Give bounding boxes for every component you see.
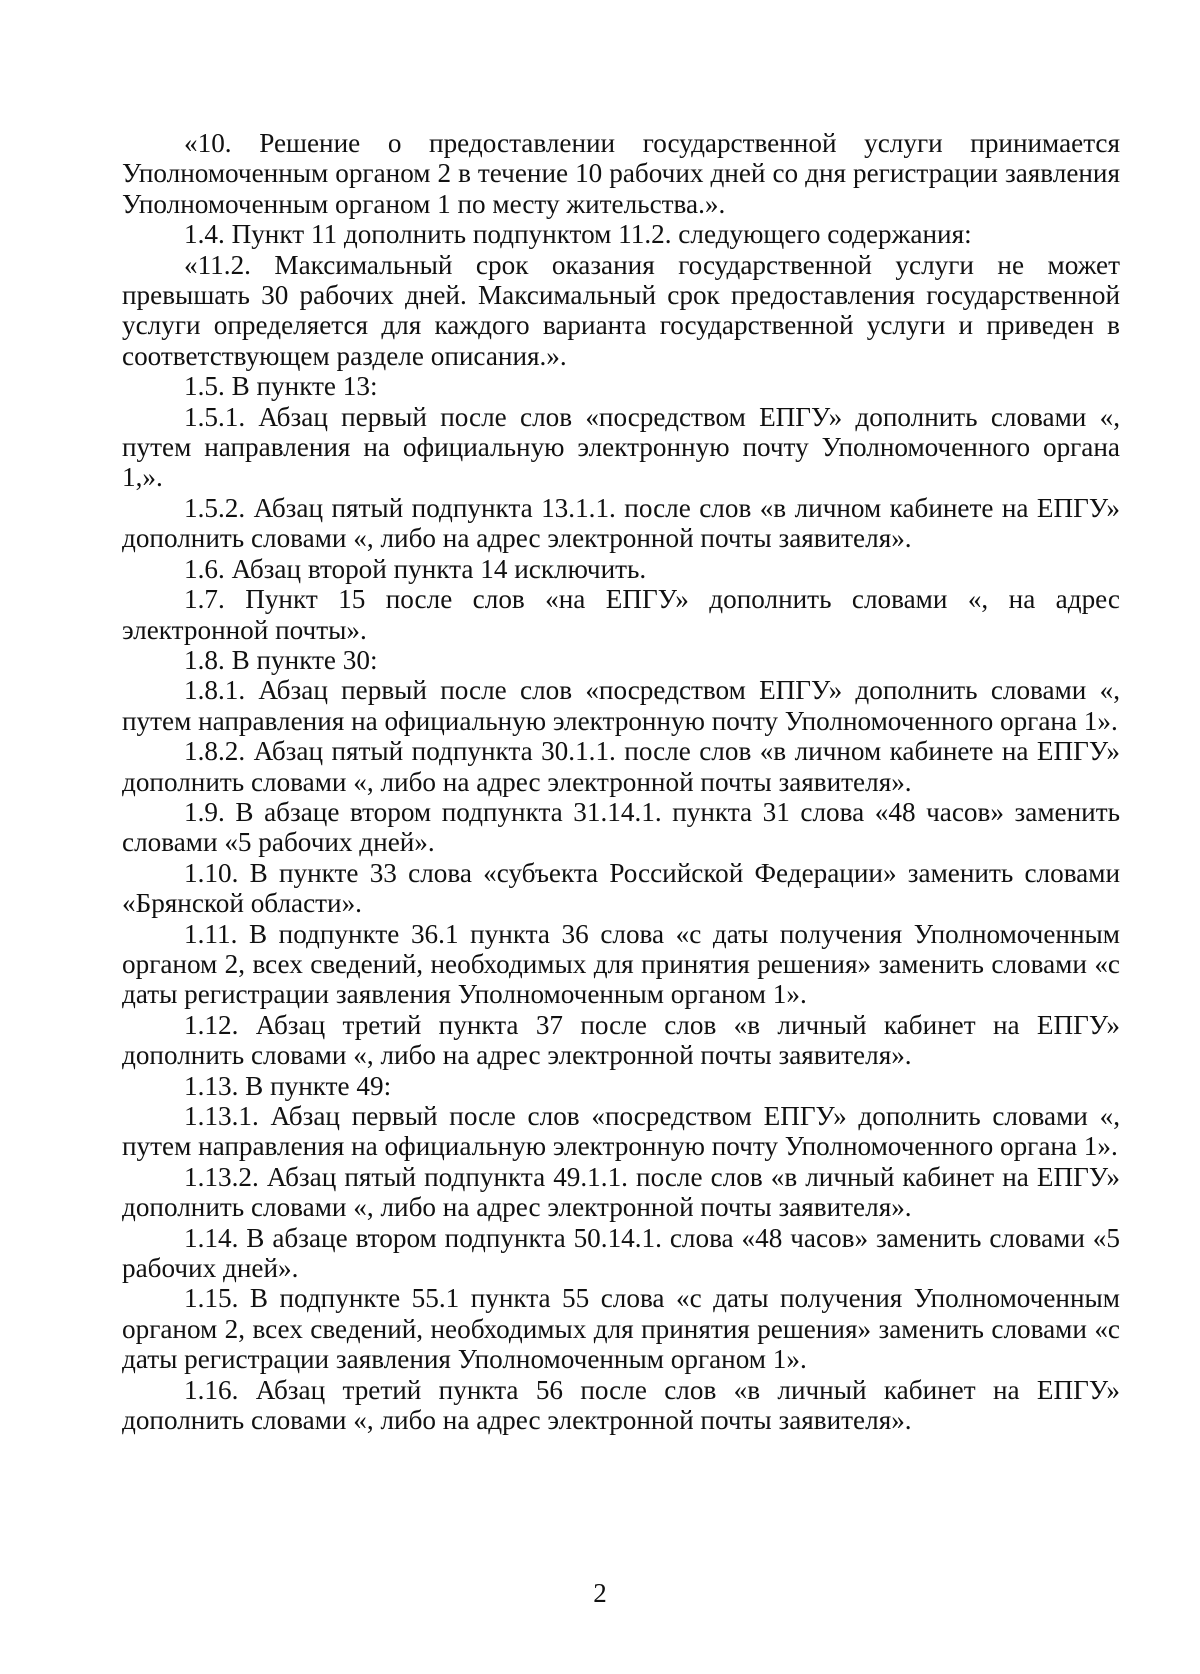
- paragraph-1-4: 1.4. Пункт 11 дополнить подпунктом 11.2. следующего содержания:: [184, 219, 972, 250]
- paragraph-1-5-1: 1.5.1. Абзац первый после слов «посредством ЕПГУ» дополнить словами «, путем направления на официальную электронную почту Уполномоченного органа 1,».: [122, 401, 1120, 493]
- paragraph-1-13-2: 1.13.2. Абзац пятый подпункта 49.1.1. после слов «в личный кабинет на ЕПГУ» дополнить словами «, либо на адрес электронной почты заявителя».: [122, 1161, 1120, 1223]
- page-number: 2: [593, 1578, 607, 1608]
- paragraph-1-9: 1.9. В абзаце втором подпункта 31.14.1. пункта 31 слова «48 часов» заменить словами «5 рабочих дней».: [122, 796, 1120, 858]
- paragraph-1-8-2: 1.8.2. Абзац пятый подпункта 30.1.1. после слов «в личном кабинете на ЕПГУ» дополнить словами «, либо на адрес электронной почты заявителя».: [122, 736, 1120, 797]
- paragraph-1-7: 1.7. Пункт 15 после слов «на ЕПГУ» дополнить словами «, на адрес электронной почты».: [122, 584, 1120, 645]
- paragraph-1-12: 1.12. Абзац третий пункта 37 после слов «в личный кабинет на ЕПГУ» дополнить словами «, либо на адрес электронной почты заявителя».: [122, 1009, 1120, 1071]
- paragraph-1-6: 1.6. Абзац второй пункта 14 исключить.: [184, 553, 647, 584]
- paragraph-1-14: 1.14. В абзаце втором подпункта 50.14.1. слова «48 часов» заменить словами «5 рабочих дней».: [122, 1222, 1120, 1284]
- paragraph-10-decision-deadline: «10. Решение о предоставлении государственной услуги принимается Уполномоченным органом 2 в течение 10 рабочих дней со дня регистрации заявления Уполномоченным органом 1 по месту жительства.».: [122, 128, 1120, 219]
- document-body: [122, 128, 1120, 1435]
- paragraph-1-8: 1.8. В пункте 30:: [184, 644, 378, 675]
- paragraph-1-5: 1.5. В пункте 13:: [184, 371, 378, 402]
- paragraph-1-8-1: 1.8.1. Абзац первый после слов «посредством ЕПГУ» дополнить словами «, путем направления на официальную электронную почту Уполномоченного органа 1».: [122, 675, 1120, 736]
- paragraph-1-13-1: 1.13.1. Абзац первый после слов «посредством ЕПГУ» дополнить словами «, путем направления на официальную электронную почту Уполномоченного органа 1».: [122, 1101, 1120, 1162]
- paragraph-1-11: 1.11. В подпункте 36.1 пункта 36 слова «с даты получения Уполномоченным органом 2, всех сведений, необходимых для принятия решения» заменить словами «с даты регистрации заявления Уполномоченным органом 1».: [122, 918, 1120, 1010]
- paragraph-11-2-max-term: «11.2. Максимальный срок оказания государственной услуги не может превышать 30 рабочих дней. Максимальный срок предоставления государственной услуги определяется для каждого варианта государственной услуги и приведен в соответствующем разделе описания.».: [122, 249, 1120, 371]
- paragraph-1-16: 1.16. Абзац третий пункта 56 после слов «в личный кабинет на ЕПГУ» дополнить словами «, либо на адрес электронной почты заявителя».: [122, 1374, 1120, 1436]
- paragraph-1-5-2: 1.5.2. Абзац пятый подпункта 13.1.1. после слов «в личном кабинете на ЕПГУ» дополнить словами «, либо на адрес электронной почты заявителя».: [122, 492, 1120, 554]
- paragraph-1-15: 1.15. В подпункте 55.1 пункта 55 слова «с даты получения Уполномоченным органом 2, всех сведений, необходимых для принятия решения» заменить словами «с даты регистрации заявления Уполномоченным органом 1».: [122, 1283, 1120, 1375]
- paragraph-1-13: 1.13. В пункте 49:: [184, 1070, 392, 1101]
- paragraph-1-10: 1.10. В пункте 33 слова «субъекта Российской Федерации» заменить словами «Брянской области».: [122, 857, 1120, 919]
